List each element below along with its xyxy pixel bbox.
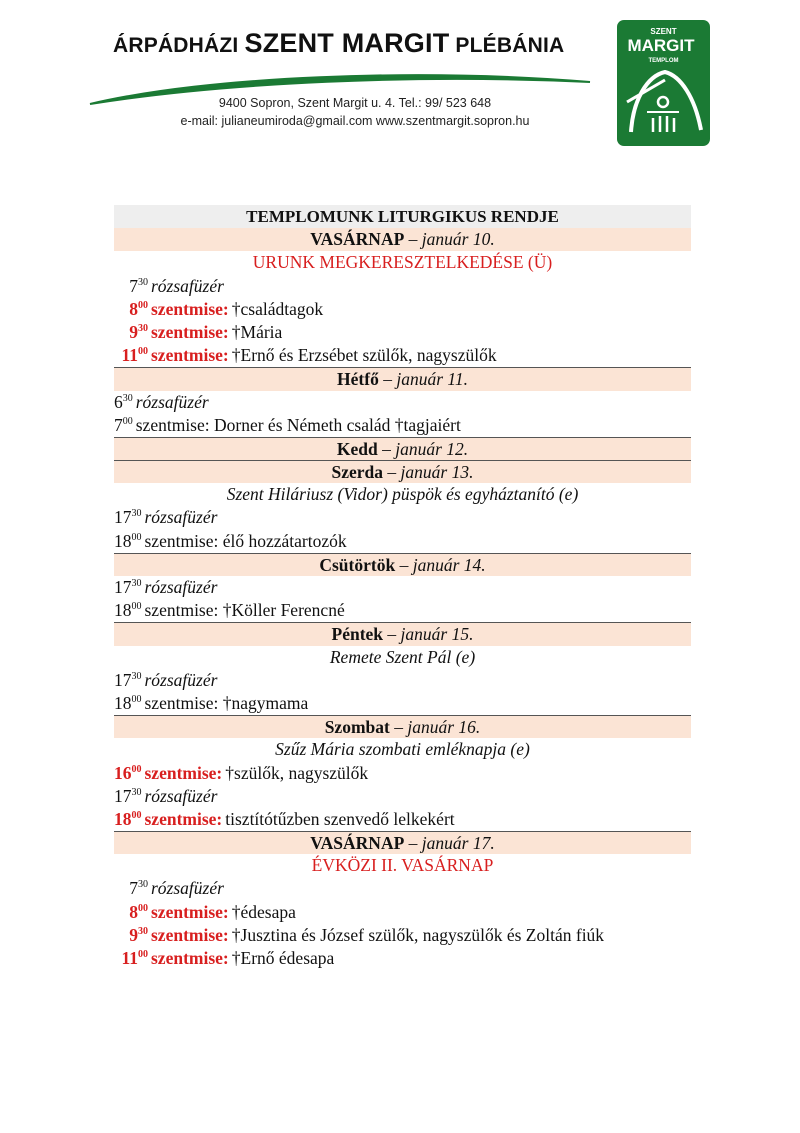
entry-time xyxy=(114,808,142,831)
entry-label: szentmise: xyxy=(144,808,223,829)
entry-time xyxy=(114,785,142,808)
church-logo xyxy=(617,20,710,146)
schedule-title: TEMPLOMUNK LITURGIKUS RENDJE xyxy=(114,205,691,228)
feast-name: URUNK MEGKERESZTELKEDÉSE (Ü) xyxy=(252,252,553,273)
schedule-entry xyxy=(114,506,691,529)
entry-time xyxy=(114,924,148,947)
parish-name-suffix: PLÉBÁNIA xyxy=(449,34,565,57)
day-date: – január 14. xyxy=(395,554,486,575)
feast-name: ÉVKÖZI II. VASÁRNAP xyxy=(311,855,494,876)
entry-minute: 30 xyxy=(138,879,148,891)
schedule-entry xyxy=(114,275,691,298)
schedule-entry xyxy=(114,877,691,900)
entry-label: szentmise: xyxy=(151,345,229,366)
entry-time xyxy=(114,692,142,715)
entry-minute: 30 xyxy=(122,392,133,404)
entry-time xyxy=(114,877,148,900)
entry-hour: 17 xyxy=(114,577,132,597)
entry-label: rózsafüzér xyxy=(144,785,218,806)
schedule-entry xyxy=(114,762,691,785)
entry-hour: 7 xyxy=(129,275,138,296)
day-date: – január 12. xyxy=(377,438,469,459)
schedule-entry xyxy=(114,321,691,344)
entry-hour: 18 xyxy=(114,530,132,551)
entry-intention: †Ernő és Erzsébet szülők, nagyszülők xyxy=(231,345,497,366)
day-date: – január 10. xyxy=(404,229,495,250)
entry-intention: tisztítótűzben szenvedő lelkekért xyxy=(225,808,455,829)
day-name: VASÁRNAP xyxy=(310,229,405,250)
entry-intention: †Ernő édesapa xyxy=(231,948,335,968)
entry-minute: 30 xyxy=(131,670,142,682)
day-name: Kedd xyxy=(336,438,378,459)
entry-time xyxy=(114,530,142,553)
entry-time xyxy=(114,599,142,622)
entry-time xyxy=(114,298,148,321)
parish-address: 9400 Sopron, Szent Margit u. 4. Tel.: 99/ 523 648 xyxy=(218,96,492,110)
logo-text-2: MARGIT xyxy=(627,36,695,55)
logo-text-1: SZENT xyxy=(650,27,677,36)
entry-time xyxy=(114,669,142,692)
entry-minute: 00 xyxy=(131,763,142,775)
entry-hour: 7 xyxy=(129,878,138,899)
entry-time xyxy=(114,344,148,367)
entry-hour: 8 xyxy=(129,298,138,319)
schedule-entry xyxy=(114,530,691,553)
entry-label: rózsafüzér xyxy=(151,275,224,296)
entry-label: szentmise: xyxy=(151,948,229,968)
entry-hour: 11 xyxy=(121,948,138,968)
parish-name-main: SZENT MARGIT xyxy=(244,28,450,58)
schedule-entry xyxy=(114,576,691,599)
logo-text-3: TEMPLOM xyxy=(648,58,679,64)
entry-label: szentmise: xyxy=(144,762,223,783)
entry-label: rózsafüzér xyxy=(144,669,218,690)
entry-minute: 00 xyxy=(138,346,148,358)
schedule-entry xyxy=(114,391,691,414)
entry-hour: 7 xyxy=(114,414,123,435)
entry-hour: 17 xyxy=(114,507,132,528)
entry-minute: 00 xyxy=(131,809,142,821)
entry-time xyxy=(114,762,142,785)
entry-hour: 16 xyxy=(114,762,132,783)
entry-hour: 18 xyxy=(114,808,132,829)
entry-label: szentmise: †nagymama xyxy=(144,692,309,713)
entry-label: szentmise: xyxy=(151,321,229,342)
entry-minute: 00 xyxy=(131,531,142,543)
parish-name xyxy=(113,28,613,59)
entry-minute: 30 xyxy=(138,925,148,937)
day-name: Szombat xyxy=(324,717,390,738)
entry-minute: 00 xyxy=(138,949,148,960)
entry-label: szentmise: xyxy=(151,298,229,319)
day-name: Csütörtök xyxy=(319,554,396,575)
entry-label: rózsafüzér xyxy=(151,878,224,899)
day-header xyxy=(114,553,691,576)
entry-hour: 9 xyxy=(129,924,138,945)
schedule-entry xyxy=(114,901,691,924)
day-name: Szerda xyxy=(331,462,384,483)
day-header xyxy=(114,622,691,645)
schedule-entry xyxy=(114,785,691,808)
entry-minute: 00 xyxy=(138,299,148,311)
day-date: – január 11. xyxy=(378,369,468,390)
entry-label: szentmise: †Köller Ferencné xyxy=(144,600,345,621)
entry-hour: 11 xyxy=(121,345,138,366)
entry-time xyxy=(114,275,148,298)
schedule-entry xyxy=(114,947,691,970)
entry-hour: 18 xyxy=(114,692,132,713)
entry-minute: 30 xyxy=(138,276,148,288)
entry-intention: †szülők, nagyszülők xyxy=(225,762,369,783)
entry-intention: †Jusztina és József szülők, nagyszülők és Zoltán fiúk xyxy=(231,924,605,945)
day-date: – január 15. xyxy=(383,624,474,645)
schedule-entry xyxy=(114,924,691,947)
schedule-entry xyxy=(114,298,691,321)
parish-name-prefix: ÁRPÁDHÁZI xyxy=(113,34,245,57)
feast-name: Remete Szent Pál (e) xyxy=(329,646,476,667)
entry-label: szentmise: xyxy=(151,924,229,945)
entry-time xyxy=(114,506,142,529)
entry-label: rózsafüzér xyxy=(135,391,209,412)
entry-hour: 9 xyxy=(129,321,138,342)
entry-intention: †Mária xyxy=(231,321,283,342)
entry-minute: 00 xyxy=(131,601,142,613)
parish-contact: e-mail: julianeumiroda@gmail.com www.szentmargit.sopron.hu xyxy=(180,114,530,128)
schedule-entry xyxy=(114,414,691,437)
entry-intention: †családtagok xyxy=(231,298,324,319)
entry-intention: †édesapa xyxy=(231,901,296,922)
day-name: Péntek xyxy=(331,624,384,645)
entry-hour: 18 xyxy=(114,600,132,621)
schedule-entry xyxy=(114,692,691,715)
feast-name: Szent Hiláriusz (Vidor) püspök és egyháztanító (e) xyxy=(226,484,579,505)
entry-label: rózsafüzér xyxy=(144,507,218,528)
entry-hour: 17 xyxy=(114,785,132,806)
day-header xyxy=(114,460,691,483)
day-header xyxy=(114,715,691,738)
entry-label: rózsafüzér xyxy=(144,577,218,597)
schedule-entry xyxy=(114,344,691,367)
entry-label: szentmise: xyxy=(151,901,229,922)
day-name: Hétfő xyxy=(337,369,379,390)
entry-minute: 30 xyxy=(131,578,142,589)
entry-label: szentmise: Dorner és Németh család †tagjaiért xyxy=(135,414,461,435)
day-date: – január 16. xyxy=(389,717,481,738)
day-date: – január 17. xyxy=(404,833,495,854)
day-name: VASÁRNAP xyxy=(310,833,405,854)
entry-minute: 00 xyxy=(122,415,133,427)
entry-label: szentmise: élő hozzátartozók xyxy=(144,530,347,551)
entry-time xyxy=(114,576,142,599)
day-header xyxy=(114,831,691,854)
entry-hour: 8 xyxy=(129,901,138,922)
schedule-entry xyxy=(114,599,691,622)
day-header xyxy=(114,228,691,251)
schedule-entry xyxy=(114,669,691,692)
day-date: – január 13. xyxy=(383,462,474,483)
day-header xyxy=(114,367,691,390)
entry-minute: 30 xyxy=(138,322,148,334)
entry-time xyxy=(114,414,133,437)
entry-minute: 00 xyxy=(138,902,148,914)
liturgy-schedule xyxy=(114,205,691,970)
entry-minute: 30 xyxy=(131,508,142,520)
feast-name: Szűz Mária szombati emléknapja (e) xyxy=(275,739,530,760)
entry-minute: 30 xyxy=(131,786,142,798)
entry-time xyxy=(114,947,148,970)
entry-time xyxy=(114,391,133,414)
entry-minute: 00 xyxy=(131,693,142,705)
day-header xyxy=(114,437,691,460)
entry-time xyxy=(114,901,148,924)
entry-hour: 6 xyxy=(114,391,123,412)
entry-hour: 17 xyxy=(114,669,132,690)
schedule-entry xyxy=(114,808,691,831)
entry-time xyxy=(114,321,148,344)
